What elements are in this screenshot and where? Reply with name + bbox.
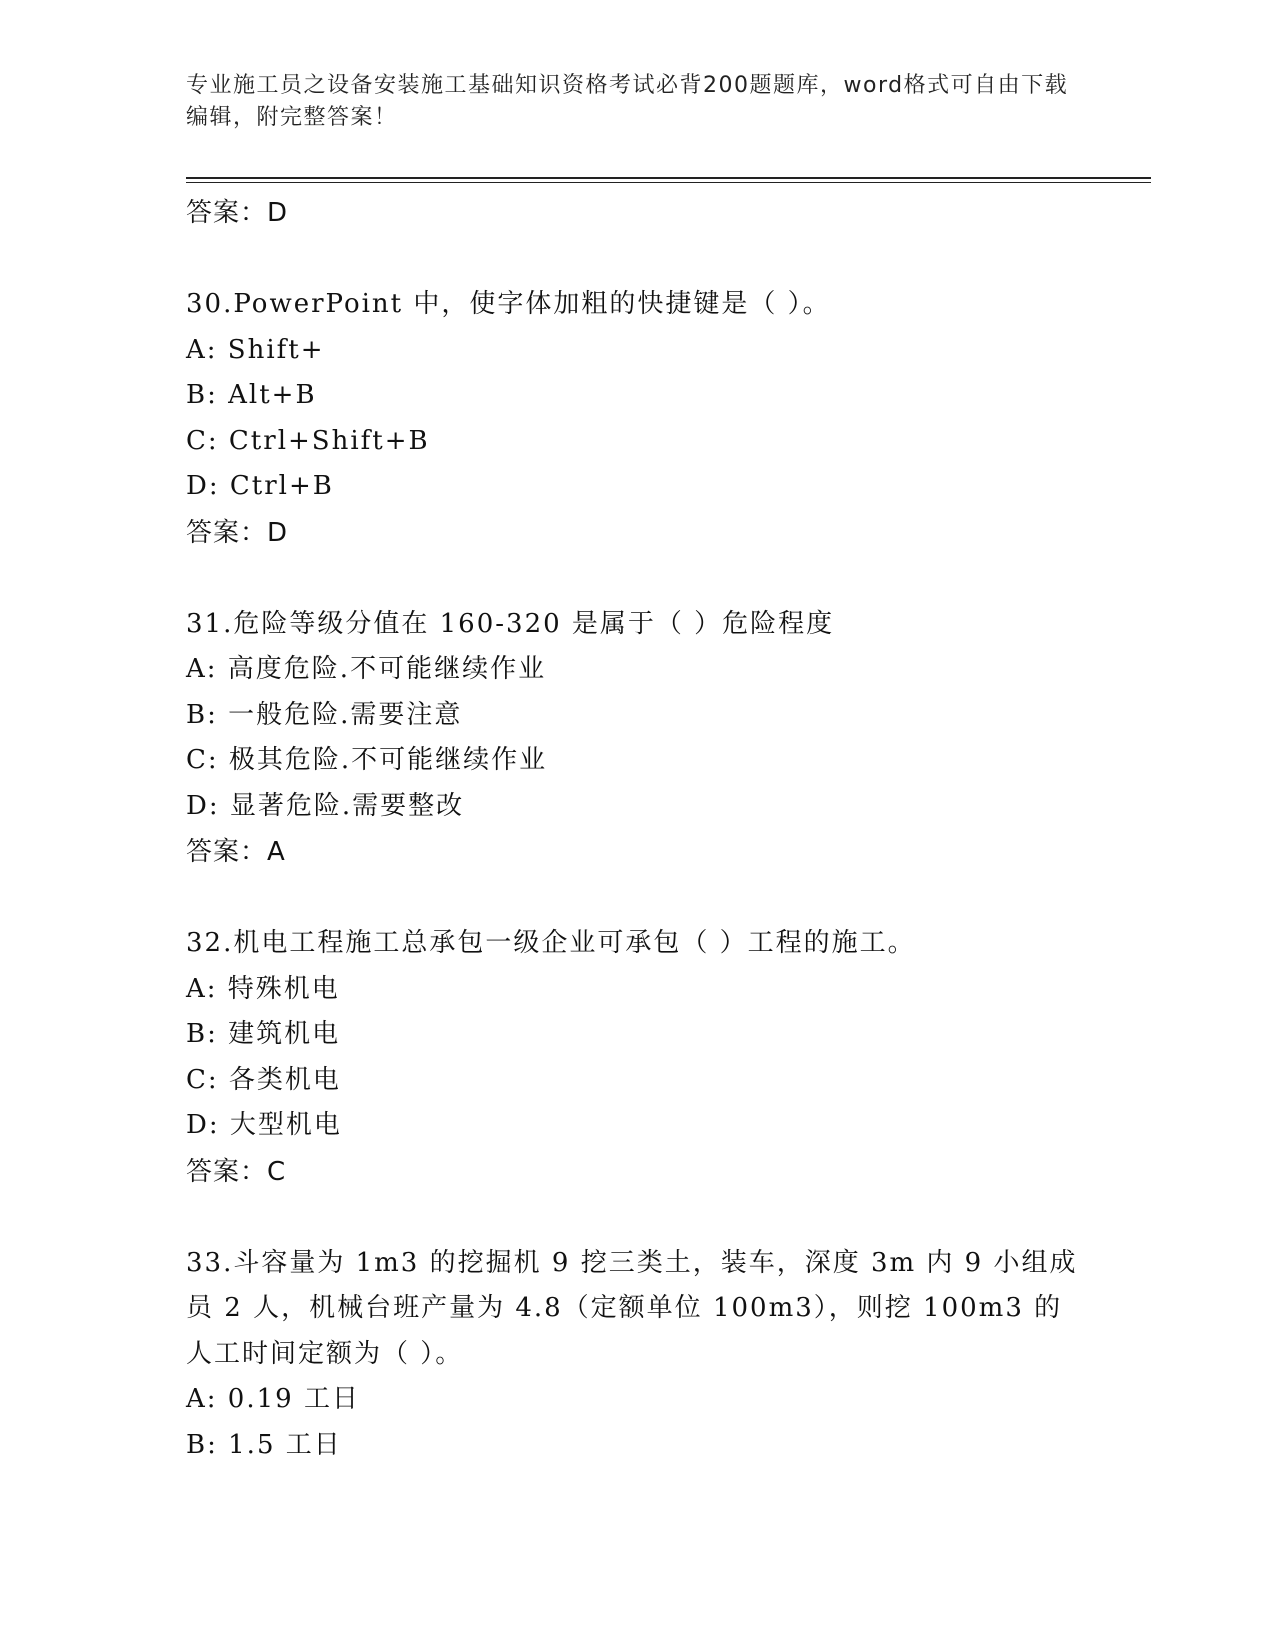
option-b: B: 一般危险.需要注意	[186, 699, 463, 730]
question-text: 33.斗容量为 1m3 的挖掘机 9 挖三类土，装车，深度 3m 内 9 小组成员 2 人，机械台班产量为 4.8（定额单位 100m3），则挖 100m3 的人工时间定额为（ ）。	[186, 1247, 1078, 1369]
question-text: 30.PowerPoint 中，使字体加粗的快捷键是（ ）。	[186, 289, 831, 319]
option-d: D: Ctrl+B	[186, 471, 334, 501]
option-a: A: 特殊机电	[186, 973, 340, 1004]
question-text: 31.危险等级分值在 160-320 是属于（ ）危险程度	[186, 608, 835, 639]
answer-line: 答案：D	[186, 198, 289, 228]
option-d: D: 显著危险.需要整改	[186, 790, 465, 821]
answer-line: 答案：A	[186, 837, 286, 867]
option-a: A: 0.19 工日	[186, 1384, 360, 1414]
option-b: B: Alt+B	[186, 380, 317, 410]
option-a: A: Shift+	[186, 334, 325, 365]
question-list	[186, 190, 1086, 1468]
header-divider-thick	[186, 177, 1151, 179]
question-block	[186, 602, 1086, 876]
option-b: B: 建筑机电	[186, 1019, 341, 1049]
option-a: A: 高度危险.不可能继续作业	[186, 654, 547, 684]
option-d: D: 大型机电	[186, 1110, 342, 1140]
question-block	[186, 921, 1086, 1195]
option-c: C: 极其危险.不可能继续作业	[186, 745, 548, 775]
option-b: B: 1.5 工日	[186, 1429, 342, 1460]
answer-line: 答案：C	[186, 1156, 287, 1187]
question-text: 32.机电工程施工总承包一级企业可承包（ ）工程的施工。	[186, 928, 916, 958]
question-block	[186, 1241, 1086, 1469]
document-header: 专业施工员之设备安装施工基础知识资格考试必背200题题库，word格式可自由下载编辑，附完整答案！	[186, 73, 1069, 130]
header-divider-thin	[186, 182, 1151, 183]
question-block	[186, 282, 1086, 556]
option-c: C: 各类机电	[186, 1064, 341, 1095]
option-c: C: Ctrl+Shift+B	[186, 425, 430, 456]
answer-line: 答案：D	[186, 517, 289, 548]
